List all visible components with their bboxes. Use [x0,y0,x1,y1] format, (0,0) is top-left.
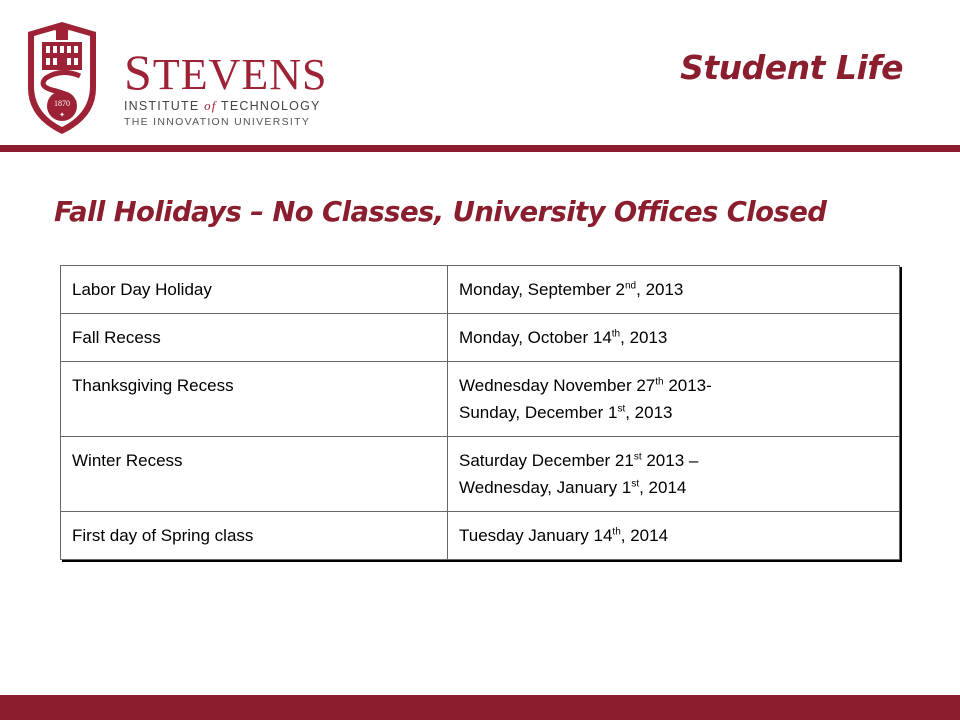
logo-tagline: INSTITUTE of TECHNOLOGY [124,98,321,113]
table-row [61,512,900,560]
table-row [61,314,900,362]
logo-subtagline: THE INNOVATION UNIVERSITY [124,116,311,128]
slide-heading: Fall Holidays – No Classes, University Offices Closed [54,196,827,228]
svg-text:✦: ✦ [59,111,65,119]
holiday-date: Monday, September 2nd, 2013 [448,266,900,314]
logo-wordmark [124,44,328,128]
logo-name-rest: TEVENS [152,50,328,99]
header-divider [0,145,960,152]
table-row [61,362,900,437]
holiday-name: Labor Day Holiday [61,266,448,314]
section-title: Student Life [680,48,903,87]
holiday-name: Fall Recess [61,314,448,362]
logo-name-first: S [124,44,153,100]
table-row [61,437,900,512]
seal-year: 1870 [54,99,70,108]
holiday-date: Tuesday January 14th, 2014 [448,512,900,560]
footer-band [0,695,960,720]
holiday-date: Monday, October 14th, 2013 [448,314,900,362]
stevens-seal-icon [22,18,102,138]
holiday-date: Wednesday November 27th 2013- Sunday, December 1st, 2013 [448,362,900,437]
holiday-table [60,265,900,560]
holiday-date: Saturday December 21st 2013 – Wednesday, January 1st, 2014 [448,437,900,512]
table-row [61,266,900,314]
stevens-logo [22,18,328,138]
holiday-name: Winter Recess [61,437,448,512]
holiday-name: First day of Spring class [61,512,448,560]
holiday-name: Thanksgiving Recess [61,362,448,437]
